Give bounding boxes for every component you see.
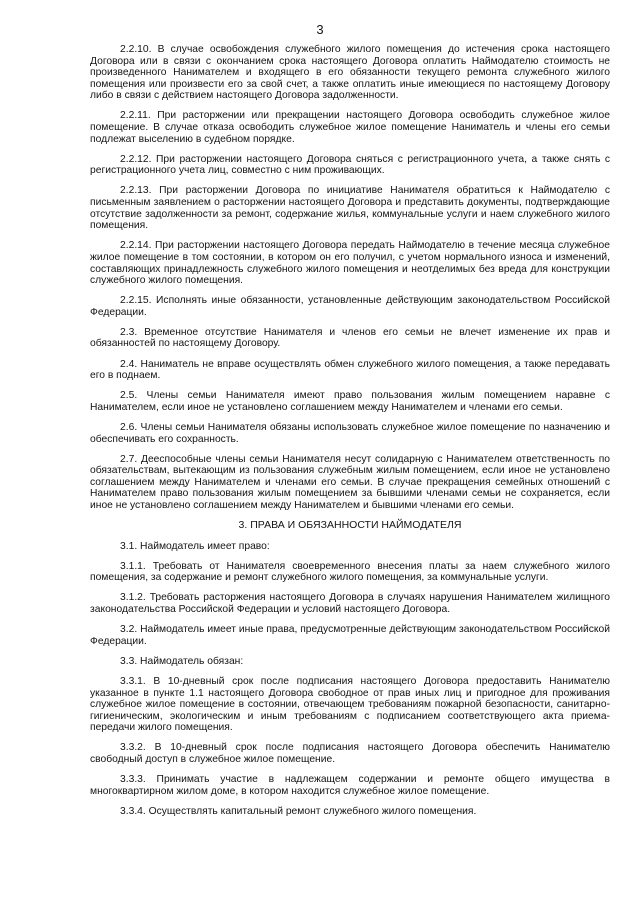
- clause-2-3: 2.3. Временное отсутствие Нанимателя и членов его семьи не влечет изменение их прав и обязанностей по настоящему Договору.: [90, 326, 610, 350]
- clause-2-2-15: 2.2.15. Исполнять иные обязанности, установленные действующим законодательством Российской Федерации.: [90, 295, 610, 318]
- clause-3-1-2: 3.1.2. Требовать расторжения настоящего Договора в случаях нарушения Нанимателем жилищного законодательства Российской Федерации и условий настоящего Договора.: [90, 592, 610, 616]
- clause-2-7: 2.7. Дееспособные члены семьи Нанимателя несут солидарную с Нанимателем ответственность по обязательствам, вытекающим из пользования служебным жилым помещением, если иное не установлено соглашением между Нанимателем и членами его семьи. В случае прекращения семейных отношений с Нанимателем право пользования жилым помещением за бывшими членами семьи не сохраняется, если иное не установлено соглашением между Нанимателем и бывшими членами его семьи.: [90, 453, 610, 511]
- clause-2-4: 2.4. Наниматель не вправе осуществлять обмен служебного жилого помещения, а также передавать его в поднаем.: [90, 358, 610, 382]
- clause-3-3-2: 3.3.2. В 10-дневный срок после подписания настоящего Договора обеспечить Нанимателю свободный доступ в служебное жилое помещение.: [90, 742, 610, 765]
- clause-2-2-14: 2.2.14. При расторжении настоящего Договора передать Наймодателю в течение месяца служебное жилое помещение в том состоянии, в котором он его получил, с учетом нормального износа и изменений, составляющих принадлежность служебного жилого помещения и неотделимых без вреда для конструкции служебного жилого помещения.: [90, 240, 610, 287]
- clause-3-2: 3.2. Наймодатель имеет иные права, предусмотренные действующим законодательством Российской Федерации.: [90, 624, 610, 647]
- clause-2-2-11: 2.2.11. При расторжении или прекращении настоящего Договора освободить служебное жилое помещение. В случае отказа освободить служебное жилое помещение Наниматель и члены его семьи подлежат выселению в судебном порядке.: [90, 110, 610, 145]
- clause-2-2-10: 2.2.10. В случае освобождения служебного жилого помещения до истечения срока настоящего Договора или в связи с окончанием срока настоящего Договора оплатить Наймодателю стоимость не произведенного Нанимателем и входящего в его обязанности текущего ремонта служебного жилого помещения или произвести его за свой счет, а также оплатить иные имеющиеся по настоящему Договору либо в связи с действием настоящего Договора задолженности.: [90, 44, 610, 102]
- clause-3-1-1: 3.1.1. Требовать от Нанимателя своевременного внесения платы за наем служебного жилого помещения, за содержание и ремонт служебного жилого помещения, за коммунальные услуги.: [90, 560, 610, 584]
- clause-2-2-12: 2.2.12. При расторжении настоящего Договора сняться с регистрационного учета, а также снять с регистрационного учета лиц, совместно с ним проживающих.: [90, 153, 610, 177]
- clause-3-3-1: 3.3.1. В 10-дневный срок после подписания настоящего Договора предоставить Нанимателю указанное в пункте 1.1 настоящего Договора свободное от прав иных лиц и пригодное для проживания служебное жилое помещение в состоянии, отвечающем требованиям пожарной безопасности, санитарно-гигиеническим, экологическим и иным требованиям с подписанием соответствующего акта приема-передачи жилого помещения.: [90, 675, 610, 734]
- clause-3-3-4: 3.3.4. Осуществлять капитальный ремонт служебного жилого помещения.: [120, 805, 477, 817]
- clause-2-5: 2.5. Члены семьи Нанимателя имеют право пользования жилым помещением наравне с Нанимателем, если иное не установлено соглашением между Нанимателем и членами его семьи.: [90, 390, 610, 413]
- clause-3-3: 3.3. Наймодатель обязан:: [120, 655, 244, 667]
- clause-3-3-3: 3.3.3. Принимать участие в надлежащем содержании и ремонте общего имущества в многоквартирном жилом доме, в котором находится служебное жилое помещение.: [90, 774, 610, 797]
- clause-3-1: 3.1. Наймодатель имеет право:: [120, 540, 270, 552]
- clause-2-6: 2.6. Члены семьи Нанимателя обязаны использовать служебное жилое помещение по назначению и обеспечивать его сохранность.: [90, 421, 610, 445]
- document-body: [90, 44, 610, 826]
- section-3-heading: 3. ПРАВА И ОБЯЗАННОСТИ НАЙМОДАТЕЛЯ: [238, 519, 462, 532]
- page-number: 3: [316, 22, 324, 37]
- clause-2-2-13: 2.2.13. При расторжении Договора по инициативе Нанимателя обратиться к Наймодателю с письменным заявлением о расторжении настоящего Договора и представить документы, подтверждающие отсутствие задолженности за ремонт, содержание жилья, коммунальные услуги и наем служебного жилого помещения.: [90, 185, 610, 232]
